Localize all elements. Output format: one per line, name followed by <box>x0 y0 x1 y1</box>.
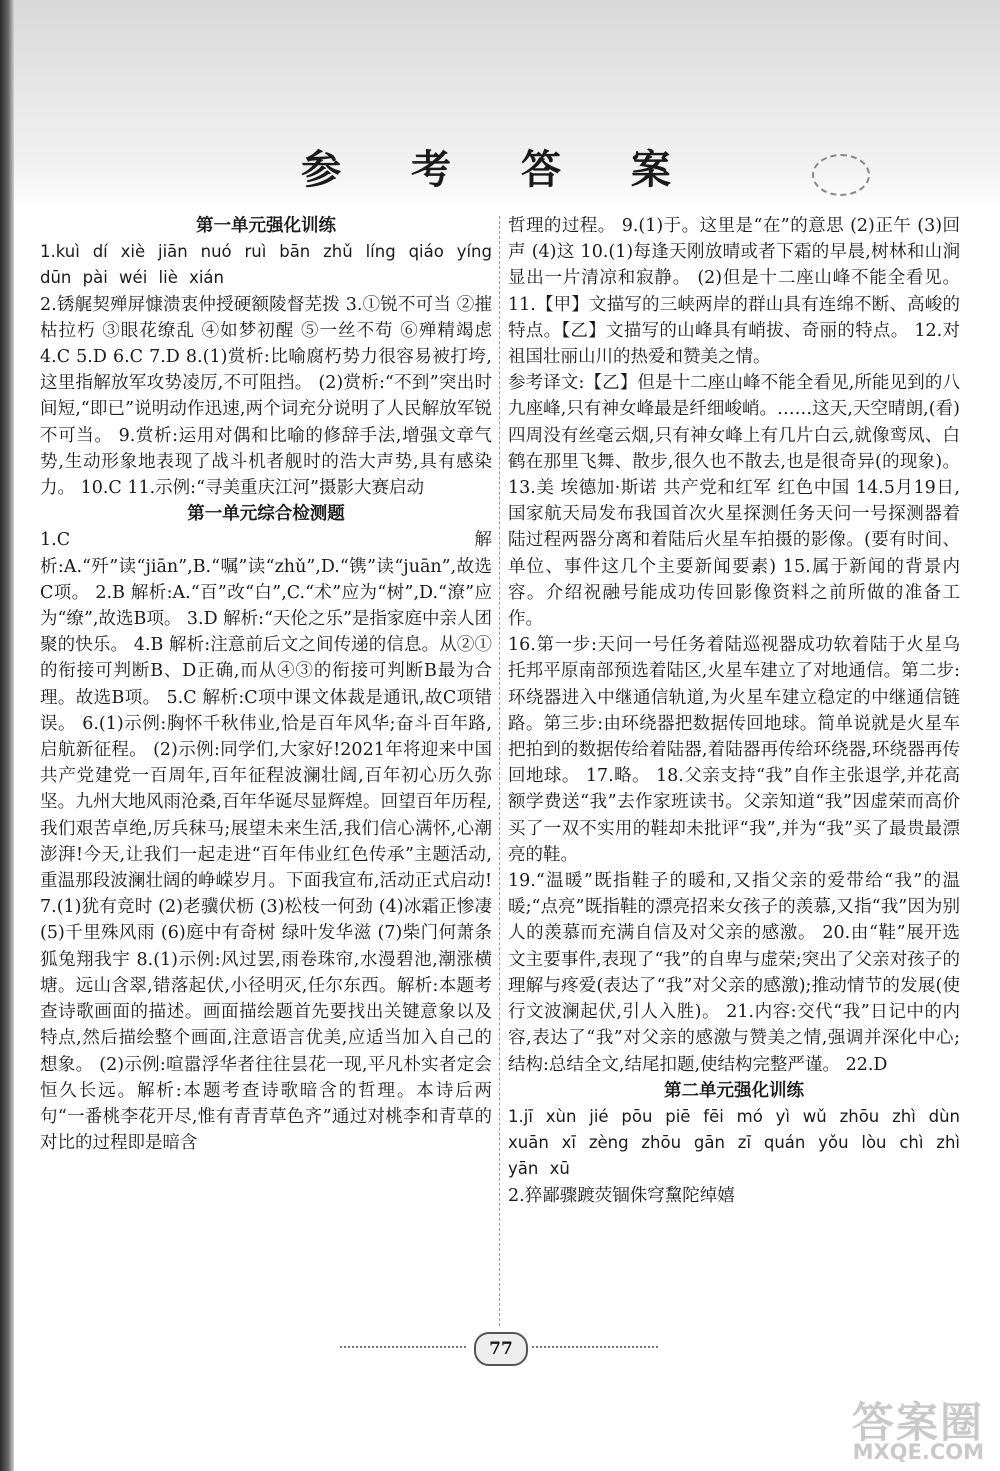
footer-ornament-right <box>532 1346 658 1348</box>
left-column <box>40 213 492 1156</box>
stamp-mark <box>812 154 870 196</box>
section-heading: 第一单元综合检测题 <box>187 504 345 525</box>
scan-binding-edge <box>0 0 14 1471</box>
pinyin-answers: 1.jī xùn jié pōu piē fēi mó yì wǔ zhōu zhì dùn xuān xī zèng zhōu gān zī quán yǒu lòu chì zhì yān xū <box>508 1106 960 1179</box>
answer-paragraph: 哲理的过程。 9.(1)于。这里是“在”的意思 (2)正午 (3)回声 (4)这 10.(1)每逢天刚放晴或者下霜的早晨,树林和山涧显出一片清凉和寂静。 (2)但是十二座山峰不能全看见。 11.【甲】文描写的三峡两岸的群山具有连绵不断、高峻的特点。【乙】文描写的山峰具有峭拔、奇丽的特点。 12.对祖国壮丽山川的热爱和赞美之情。 <box>508 216 960 368</box>
column-divider <box>499 216 500 1326</box>
pinyin-answers: 1.kuì dí xiè jiān nuó ruì bān zhǔ líng qiáo yíng dūn pài wéi liè xián <box>40 242 492 288</box>
right-column <box>508 213 960 1209</box>
answer-paragraph: 1.C 解析:A.“歼”读“jiān”,B.“嘱”读“zhǔ”,D.“镌”读“juān”,故选C项。 2.B 解析:A.“百”改“白”,C.“术”应为“树”,D.“潦”应为“缭”,故选B项。 3.D 解析:“天伦之乐”是指家庭中亲人团聚的快乐。 4.B 解析:注意前后文之间传递的信息。从②①的衔接可判断B、D正确,而从④③的衔接可判断B最为合理。故选B项。 5.C 解析:C项中课文体裁是通讯,故C项错误。 6.(1)示例:胸怀千秋伟业,恰是百年风华;奋斗百年路,启航新征程。 (2)示例:同学们,大家好!2021年将迎来中国共产党建党一百周年,百年征程波澜壮阔,百年初心历久弥坚。九州大地风雨沧桑,百年华诞尽显辉煌。回望百年历程,我们艰苦卓绝,厉兵秣马;展望未来生活,我们信心满怀,心潮澎湃!今天,让我们一起走进“百年伟业红色传承”主题活动,重温那段波澜壮阔的峥嵘岁月。下面我宣布,活动正式启动! 7.(1)犹有竞时 (2)老骥伏枥 (3)松枝一何劲 (4)冰霜正惨凄 (5)千里殊风雨 (6)庭中有奇树 绿叶发华滋 (7)柴门何萧条 狐兔翔我宇 8.(1)示例:风过罢,雨卷珠帘,水漫碧池,潮涨横塘。远山含翠,错落起伏,小径明灭,任尔东西。解析:本题考查诗歌画面的描述。画面描绘题首先要找出关键意象以及特点,然后描绘整个画面,注意语言优美,应适当加入自己的想象。 (2)示例:喧嚣浮华者往往昙花一现,平凡朴实者定会恒久长远。解析:本题考查诗歌暗含的哲理。本诗后两句“一番桃李花开尽,惟有青青草色齐”通过对桃李和青草的对比的过程即是暗含 <box>40 530 492 1154</box>
page-number: 77 <box>474 1332 528 1366</box>
answer-paragraph: 参考译文:【乙】但是十二座山峰不能全看见,所能见到的八九座峰,只有神女峰最是纤细峻峭。……这天,天空晴朗,(看)四周没有丝毫云烟,只有神女峰上有几片白云,就像鸾凤、白鹤在那里飞舞、散步,很久也不散去,也是很奇异(的现象)。 13.美 埃德加·斯诺 共产党和红军 红色中国 14.5月19日,国家航天局发布我国首次火星探测任务天问一号探测器着陆过程两器分离和着陆后火星车拍摄的影像。(要有时间、单位、事件这几个主要新闻要素) 15.属于新闻的背景内容。介绍祝融号能成功传回影像资料之前所做的准备工作。 <box>508 373 960 630</box>
answer-paragraph: 16.第一步:天问一号任务着陆巡视器成功软着陆于火星乌托邦平原南部预选着陆区,火星车建立了对地通信。第二步:环绕器进入中继通信轨道,为火星车建立稳定的中继通信链路。第三步:由环绕器把数据传回地球。简单说就是火星车把拍到的数据传给着陆器,着陆器再传给环绕器,环绕器再传回地球。 17.略。 18.父亲支持“我”自作主张退学,并花高额学费送“我”去作家班读书。父亲知道“我”因虚荣而高价买了一双不实用的鞋却未批评“我”,并为“我”买了最贵最漂亮的鞋。 <box>508 635 960 865</box>
answer-paragraph: 2.猝鄙骤踱荧锢侏穹黧陀绰嬉 <box>508 1185 735 1206</box>
section-heading: 第二单元强化训练 <box>664 1080 804 1101</box>
page-footer <box>0 1332 1000 1362</box>
watermark-logo-text: 答案圈 <box>851 1398 984 1447</box>
answer-paragraph: 2.锈艉契殚屏慷溃衷仲授硬额陵督芜拨 3.①锐不可当 ②摧枯拉朽 ③眼花缭乱 ④如梦初醒 ⑤一丝不苟 ⑥殚精竭虑 4.C 5.D 6.C 7.D 8.(1)赏析:比喻腐朽势力很容易被打垮,这里指解放军攻势凌厉,不可阻挡。 (2)赏析:“不到”突出时间短,“即已”说明动作迅速,两个词充分说明了人民解放军锐不可当。 9.赏析:运用对偶和比喻的修辞手法,增强文章气势,生动形象地表现了战斗机者舰时的浩大声势,具有感染力。 10.C 11.示例:“寻美重庆江河”摄影大赛启动 <box>40 294 492 499</box>
footer-ornament-left <box>340 1346 466 1348</box>
page-title: 参 考 答 案 <box>301 146 699 193</box>
watermark-url: MXQE.COM <box>852 1440 984 1464</box>
answer-paragraph: 19.“温暖”既指鞋子的暖和,又指父亲的爱带给“我”的温暖;“点亮”既指鞋的漂亮招来女孩子的羡慕,又指“我”因为别人的羡慕而充满自信及对父亲的感激。 20.由“鞋”展开选文主要事件,表现了“我”的自卑与虚荣;突出了父亲对孩子的理解与疼爱(表达了“我”对父亲的感激);推动情节的发展(使行文波澜起伏,引人入胜)。 21.内容:交代“我”日记中的内容,表达了“我”对父亲的感激与赞美之情,强调并深化中心;结构:总结全文,结尾扣题,使结构完整严谨。 22.D <box>508 871 960 1075</box>
section-heading: 第一单元强化训练 <box>196 216 336 236</box>
watermark <box>812 1390 990 1470</box>
